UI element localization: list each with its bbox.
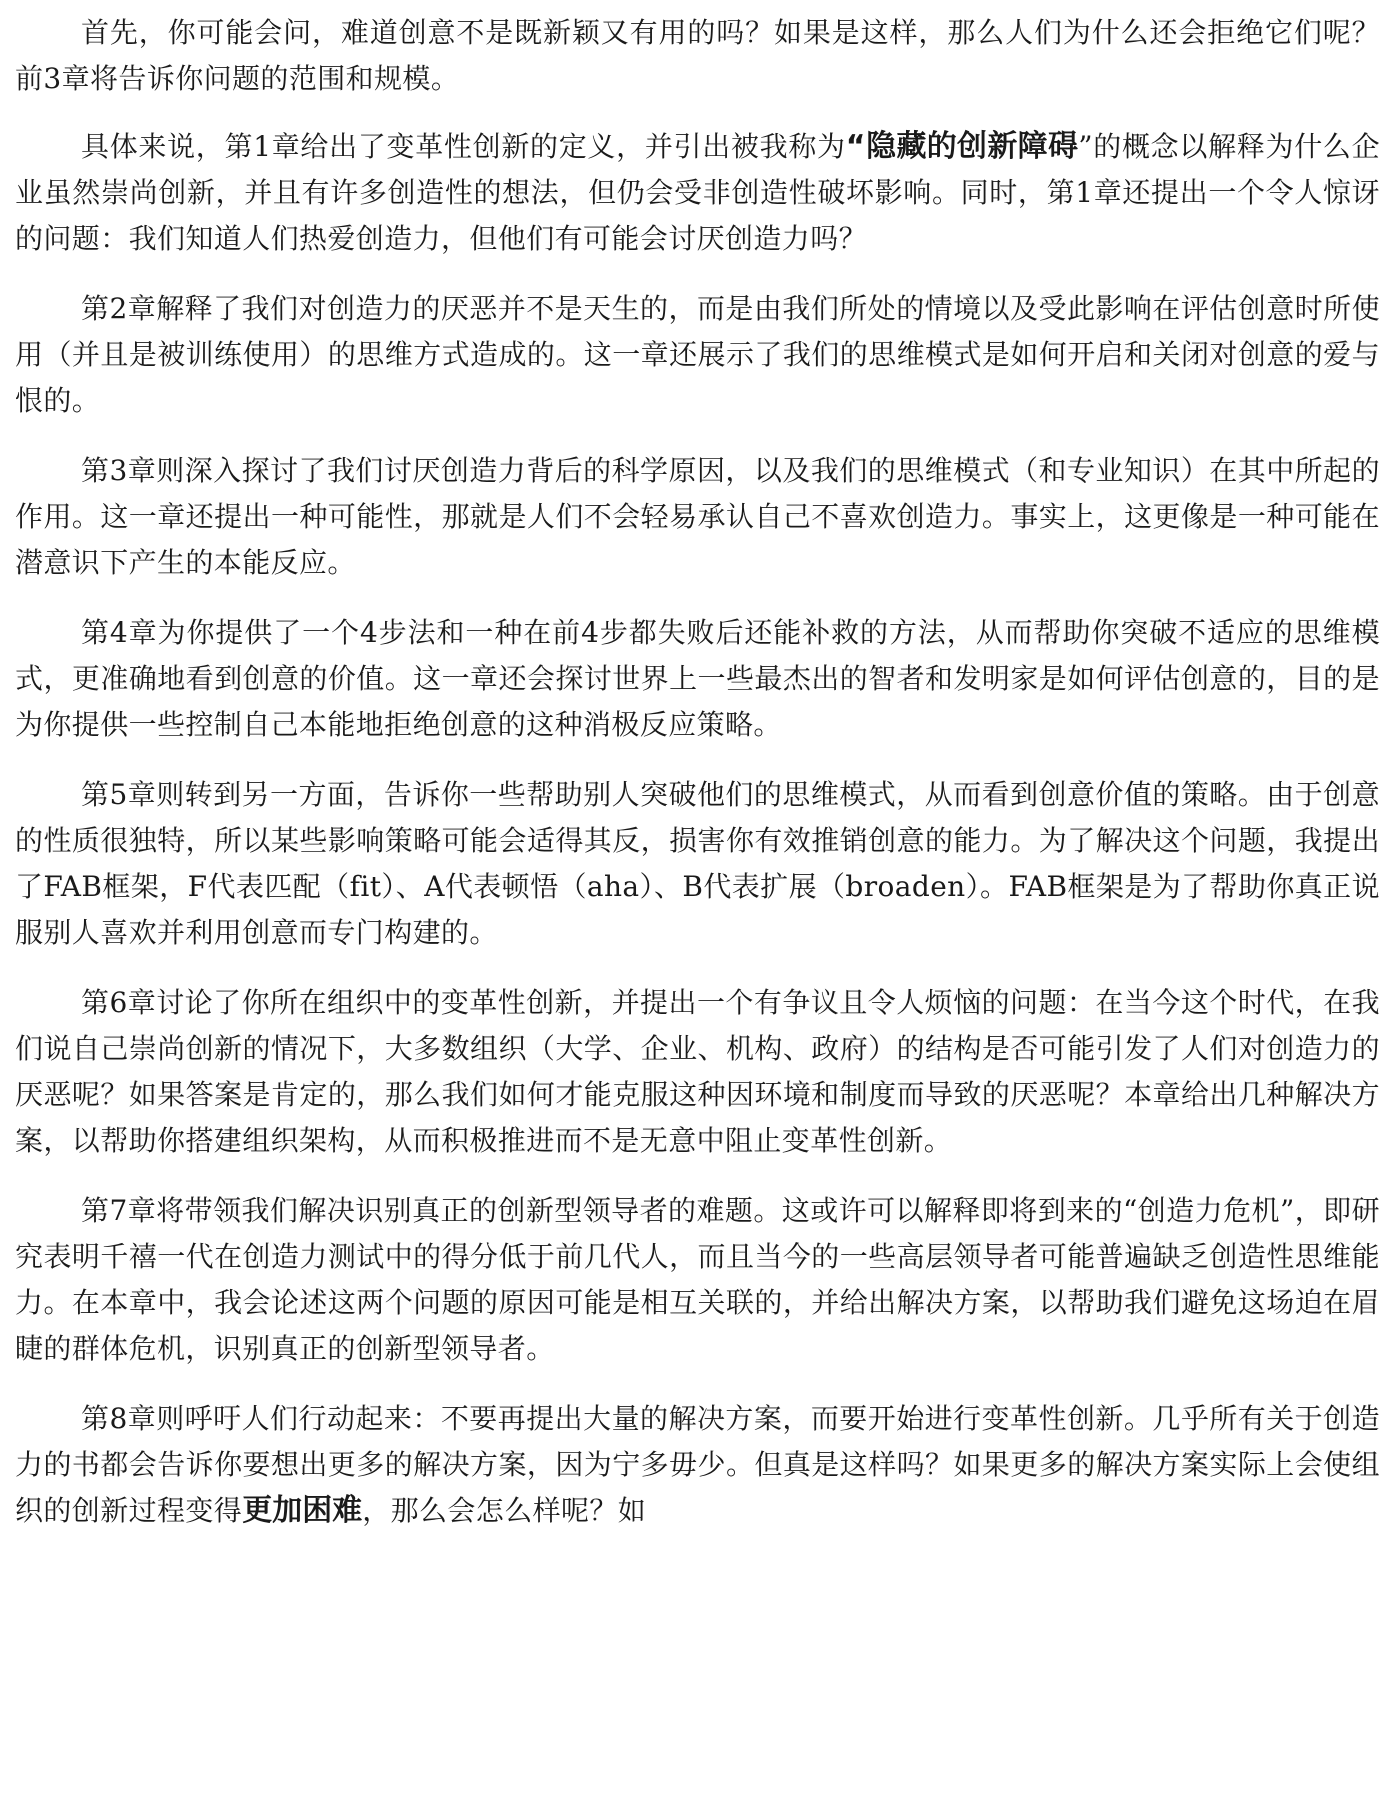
document-page xyxy=(15,10,1380,1534)
paragraph-intro: 首先，你可能会问，难道创意不是既新颖又有用的吗？如果是这样，那么人们为什么还会拒绝它们呢？前3章将告诉你问题的范围和规模。 xyxy=(15,16,1380,95)
paragraph-chapter-6: 第6章讨论了你所在组织中的变革性创新，并提出一个有争议且令人烦恼的问题：在当今这个时代，在我们说自己崇尚创新的情况下，大多数组织（大学、企业、机构、政府）的结构是否可能引发了人们对创造力的厌恶呢？如果答案是肯定的，那么我们如何才能克服这种因环境和制度而导致的厌恶呢？本章给出几种解决方案，以帮助你搭建组织架构，从而积极推进而不是无意中阻止变革性创新。 xyxy=(15,986,1380,1157)
close-quote-mark: ” xyxy=(1078,130,1093,163)
paragraph-chapter-8 xyxy=(15,1396,1380,1534)
paragraph-text: 第8章则呼吁人们行动起来：不要再提出大量的解决方案，而要开始进行变革性创新。几乎所有关于创造力的书都会告诉你要想出更多的解决方案，因为宁多毋少。但真是这样吗？如果更多的解决方案实际上会使组织的创新过程变得 xyxy=(15,1402,1380,1527)
paragraph-chapter-2: 第2章解释了我们对创造力的厌恶并不是天生的，而是由我们所处的情境以及受此影响在评估创意时所使用（并且是被训练使用）的思维方式造成的。这一章还展示了我们的思维模式是如何开启和关闭对创意的爱与恨的。 xyxy=(15,292,1380,417)
paragraph-text: 的概念以解释为什么企业虽然崇尚创新，并且有许多创造性的想法，但仍会受非创造性破坏影响。同时，第1章还提出一个令人惊讶的问题：我们知道人们热爱创造力，但他们有可能会讨厌创造力吗？ xyxy=(15,130,1380,255)
paragraph-text: 具体来说，第1章给出了变革性创新的定义，并引出被我称为 xyxy=(81,130,846,163)
emphasis-term: 隐藏的创新障碍 xyxy=(865,129,1079,164)
paragraph-chapter-4: 第4章为你提供了一个4步法和一种在前4步都失败后还能补救的方法，从而帮助你突破不适应的思维模式，更准确地看到创意的价值。这一章还会探讨世界上一些最杰出的智者和发明家是如何评估创意的，目的是为你提供一些控制自己本能地拒绝创意的这种消极反应策略。 xyxy=(15,616,1380,741)
paragraph-chapter-5: 第5章则转到另一方面，告诉你一些帮助别人突破他们的思维模式，从而看到创意价值的策略。由于创意的性质很独特，所以某些影响策略可能会适得其反，损害你有效推销创意的能力。为了解决这个问题，我提出了FAB框架，F代表匹配（fit）、A代表顿悟（aha）、B代表扩展（broaden）。FAB框架是为了帮助你真正说服别人喜欢并利用创意而专门构建的。 xyxy=(15,778,1380,949)
emphasis-term: 更加困难 xyxy=(242,1493,363,1528)
paragraph-chapter-1 xyxy=(15,124,1380,262)
open-quote-mark: “ xyxy=(845,129,866,164)
paragraph-chapter-3: 第3章则深入探讨了我们讨厌创造力背后的科学原因，以及我们的思维模式（和专业知识）在其中所起的作用。这一章还提出一种可能性，那就是人们不会轻易承认自己不喜欢创造力。事实上，这更像是一种可能在潜意识下产生的本能反应。 xyxy=(15,454,1380,579)
paragraph-text: ，那么会怎么样呢？如 xyxy=(362,1494,647,1527)
paragraph-chapter-7: 第7章将带领我们解决识别真正的创新型领导者的难题。这或许可以解释即将到来的“创造力危机”，即研究表明千禧一代在创造力测试中的得分低于前几代人，而且当今的一些高层领导者可能普遍缺乏创造性思维能力。在本章中，我会论述这两个问题的原因可能是相互关联的，并给出解决方案，以帮助我们避免这场迫在眉睫的群体危机，识别真正的创新型领导者。 xyxy=(15,1194,1380,1365)
